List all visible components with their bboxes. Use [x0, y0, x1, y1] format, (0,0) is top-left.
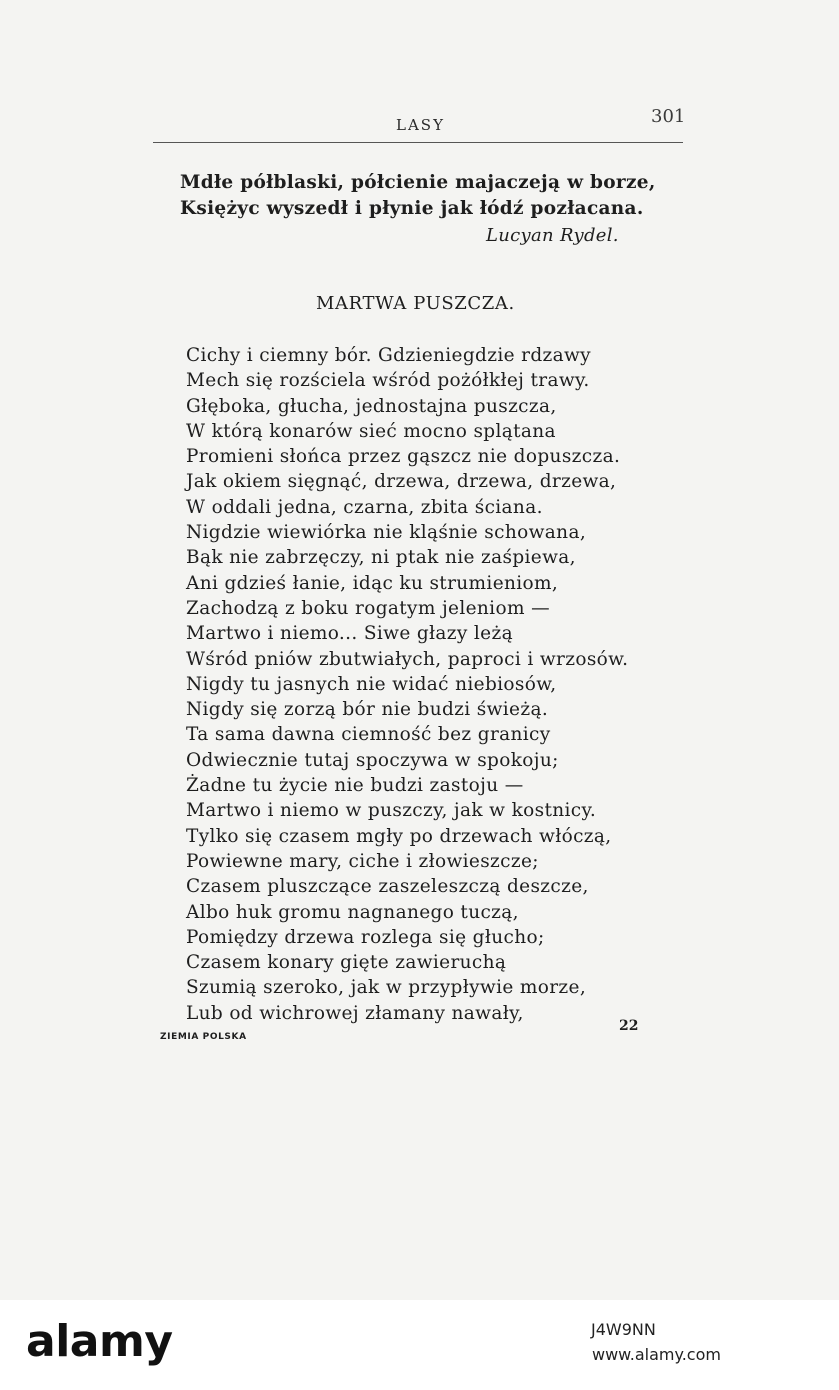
intro-line: Mdłe półblaski, półcienie majaczeją w borze,: [180, 172, 656, 193]
poem-line: Zachodzą z boku rogatym jeleniom —: [186, 597, 550, 619]
poem-line: Martwo i niemo... Siwe głazy leżą: [186, 623, 513, 645]
signature-mark: ZIEMIA POLSKA: [160, 1032, 247, 1042]
poem-line: Nigdzie wiewiórka nie kląśnie schowana,: [186, 522, 587, 544]
running-title: LASY: [396, 116, 445, 134]
intro-stanza: [180, 170, 656, 222]
poem-line: Czasem konary gięte zawieruchą: [186, 952, 507, 974]
poem-line: Ta sama dawna ciemność bez granicy: [186, 724, 551, 746]
poem-title: MARTWA PUSZCZA.: [316, 293, 515, 314]
poem-line: Żadne tu życie nie budzi zastoju —: [186, 775, 524, 797]
poem-line: Szumią szeroko, jak w przypływie morze,: [186, 977, 587, 999]
poem-line: Mech się rozściela wśród pożółkłej trawy.: [186, 370, 590, 392]
poem-line: Bąk nie zabrzęczy, ni ptak nie zaśpiewa,: [186, 547, 576, 569]
poem-line: Głęboka, głucha, jednostajna puszcza,: [186, 395, 557, 417]
poem-line: Nigdy się zorzą bór nie budzi świeżą.: [186, 699, 549, 721]
poem-line: Nigdy tu jasnych nie widać niebiosów,: [186, 673, 557, 695]
watermark-url[interactable]: www.alamy.com: [592, 1345, 721, 1364]
poem-line: Tylko się czasem mgły po drzewach włóczą,: [186, 825, 612, 847]
poem-line: W którą konarów sieć mocno splątana: [186, 420, 556, 442]
poem-line: Jak okiem sięgnąć, drzewa, drzewa, drzewa,: [186, 471, 617, 493]
poem-body: [186, 343, 628, 1026]
poem-line: Pomiędzy drzewa rozlega się głucho;: [186, 926, 545, 948]
poem-line: Cichy i ciemny bór. Gdzieniegdzie rdzawy: [186, 345, 591, 366]
poem-line: Ani gdzieś łanie, idąc ku strumieniom,: [186, 572, 559, 594]
poem-line: Odwiecznie tutaj spoczywa w spokoju;: [186, 749, 559, 771]
watermark-logo: alamy: [26, 1316, 173, 1367]
intro-line: Księżyc wyszedł i płynie jak łódź pozłacana.: [180, 198, 644, 219]
poem-line: W oddali jedna, czarna, zbita ściana.: [186, 496, 543, 518]
poem-line: Promieni słońca przez gąszcz nie dopuszcza.: [186, 446, 621, 468]
poem-line: Wśród pniów zbutwiałych, paproci i wrzosów.: [186, 648, 629, 670]
page-number: 301: [651, 106, 686, 127]
poem-line: Powiewne mary, ciche i złowieszcze;: [186, 850, 539, 872]
header-rule: [153, 142, 683, 143]
poem-line: Martwo i niemo w puszczy, jak w kostnicy.: [186, 800, 597, 822]
poem-line: Albo huk gromu nagnanego tuczą,: [186, 901, 519, 923]
image-id: J4W9NN: [591, 1320, 656, 1339]
poem-line: Czasem pluszczące zaszeleszczą deszcze,: [186, 876, 589, 898]
sheet-number: 22: [619, 1018, 639, 1034]
author-attribution: Lucyan Rydel.: [486, 225, 619, 246]
poem-line: Lub od wichrowej złamany nawały,: [186, 1002, 524, 1024]
